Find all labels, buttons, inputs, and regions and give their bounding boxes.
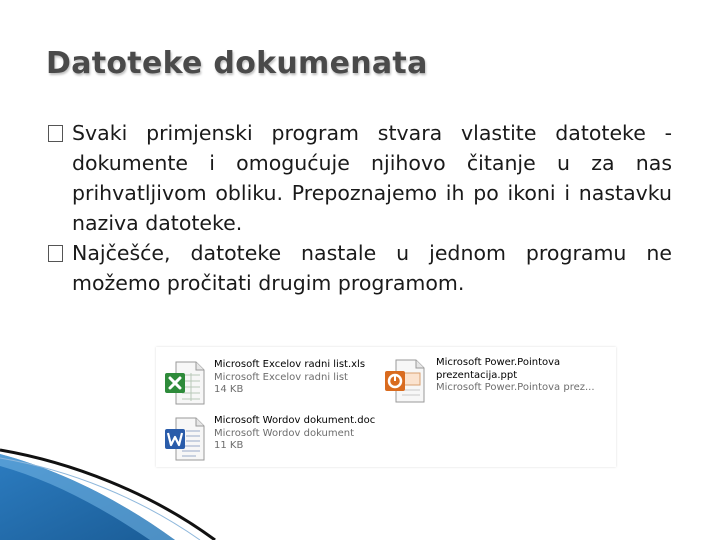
file-name: Microsoft Power.Pointova	[436, 357, 561, 368]
file-type: Microsoft Wordov dokument	[214, 427, 355, 439]
corner-swoosh-decoration	[0, 440, 720, 540]
file-meta	[436, 357, 595, 395]
bullet-text: Svaki primjenski program stvara vlastite datoteke - dokumente i omogućuje njihovo čitanje u za nas prihvatljivom obliku. Prepoznajemo ih po ikoni i nastavku naziva datoteke.	[72, 121, 672, 235]
file-name: Microsoft Wordov dokument.doc	[214, 415, 376, 426]
slide-title: Datoteke dokumenata	[46, 46, 428, 81]
bullet-item	[48, 238, 672, 298]
powerpoint-file-icon	[382, 357, 430, 405]
bullet-item	[48, 118, 672, 238]
square-bullet-icon	[48, 245, 63, 262]
file-name: Microsoft Excelov radni list.xls	[214, 359, 366, 370]
square-bullet-icon	[48, 125, 63, 142]
bullet-text: Najčešće, datoteke nastale u jednom programu ne možemo pročitati drugim programom.	[72, 241, 672, 295]
file-size: 11 KB	[214, 440, 244, 451]
file-size: 14 KB	[214, 384, 244, 395]
file-type: Microsoft Excelov radni list	[214, 371, 348, 383]
excel-file-icon	[162, 359, 210, 407]
file-meta	[214, 359, 365, 397]
bullet-list	[48, 118, 672, 298]
file-name-continued: prezentacija.ppt	[436, 369, 518, 381]
file-type: Microsoft Power.Pointova prez...	[436, 382, 595, 393]
